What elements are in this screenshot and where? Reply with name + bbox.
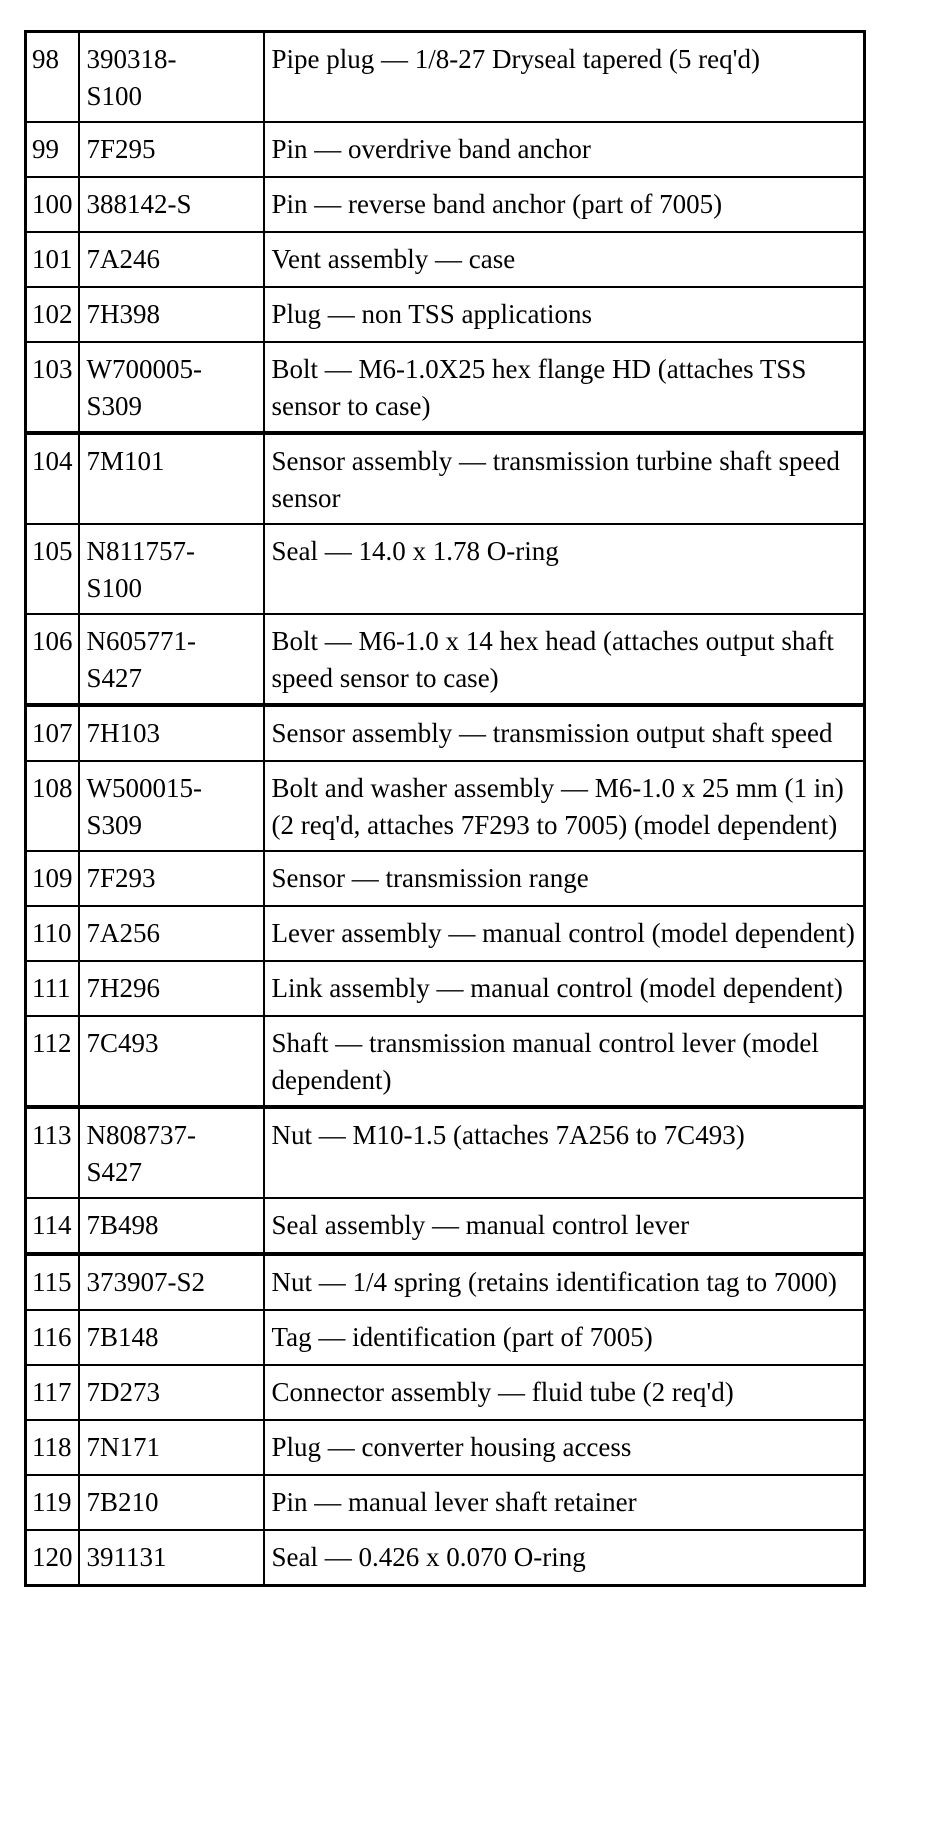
description-cell: Pin — manual lever shaft retainer <box>264 1475 865 1530</box>
ref-cell: 101 <box>26 232 79 287</box>
ref-cell: 119 <box>26 1475 79 1530</box>
part-number-cell: 7D273 <box>79 1365 264 1420</box>
ref-cell: 114 <box>26 1198 79 1254</box>
description-cell: Bolt and washer assembly — M6-1.0 x 25 mm (1 in) (2 req'd, attaches 7F293 to 7005) (model dependent) <box>264 761 865 851</box>
parts-table <box>24 30 866 1587</box>
part-number-cell: N605771- S427 <box>79 614 264 705</box>
part-number-cell: N811757- S100 <box>79 524 264 614</box>
part-number-cell: 390318- S100 <box>79 32 264 123</box>
ref-cell: 120 <box>26 1530 79 1586</box>
table-row <box>26 342 865 433</box>
table-row <box>26 705 865 761</box>
description-cell: Shaft — transmission manual control lever (model dependent) <box>264 1016 865 1107</box>
table-row <box>26 961 865 1016</box>
description-cell: Tag — identification (part of 7005) <box>264 1310 865 1365</box>
table-row <box>26 287 865 342</box>
ref-cell: 102 <box>26 287 79 342</box>
table-row <box>26 1016 865 1107</box>
description-cell: Plug — converter housing access <box>264 1420 865 1475</box>
part-number-cell: 7F295 <box>79 122 264 177</box>
description-cell: Bolt — M6-1.0 x 14 hex head (attaches output shaft speed sensor to case) <box>264 614 865 705</box>
part-number-cell: 7H296 <box>79 961 264 1016</box>
description-cell: Pin — reverse band anchor (part of 7005) <box>264 177 865 232</box>
part-number-cell: 7B148 <box>79 1310 264 1365</box>
part-number-cell: 7B210 <box>79 1475 264 1530</box>
table-row <box>26 232 865 287</box>
description-cell: Bolt — M6-1.0X25 hex flange HD (attaches TSS sensor to case) <box>264 342 865 433</box>
table-row <box>26 524 865 614</box>
ref-cell: 111 <box>26 961 79 1016</box>
ref-cell: 106 <box>26 614 79 705</box>
description-cell: Vent assembly — case <box>264 232 865 287</box>
table-row <box>26 177 865 232</box>
part-number-cell: 7A256 <box>79 906 264 961</box>
part-number-cell: 7H103 <box>79 705 264 761</box>
table-row <box>26 1310 865 1365</box>
part-number-cell: 7M101 <box>79 433 264 524</box>
table-row <box>26 433 865 524</box>
part-number-cell: 373907-S2 <box>79 1254 264 1310</box>
ref-cell: 118 <box>26 1420 79 1475</box>
description-cell: Seal — 0.426 x 0.070 O-ring <box>264 1530 865 1586</box>
description-cell: Nut — M10-1.5 (attaches 7A256 to 7C493) <box>264 1107 865 1198</box>
ref-cell: 100 <box>26 177 79 232</box>
part-number-cell: 388142-S <box>79 177 264 232</box>
part-number-cell: W500015- S309 <box>79 761 264 851</box>
table-row <box>26 1254 865 1310</box>
ref-cell: 98 <box>26 32 79 123</box>
description-cell: Sensor assembly — transmission output shaft speed <box>264 705 865 761</box>
description-cell: Seal — 14.0 x 1.78 O-ring <box>264 524 865 614</box>
part-number-cell: W700005- S309 <box>79 342 264 433</box>
part-number-cell: 7F293 <box>79 851 264 906</box>
part-number-cell: 391131 <box>79 1530 264 1586</box>
ref-cell: 115 <box>26 1254 79 1310</box>
ref-cell: 110 <box>26 906 79 961</box>
table-row <box>26 122 865 177</box>
table-row <box>26 851 865 906</box>
ref-cell: 104 <box>26 433 79 524</box>
ref-cell: 117 <box>26 1365 79 1420</box>
description-cell: Sensor — transmission range <box>264 851 865 906</box>
ref-cell: 113 <box>26 1107 79 1198</box>
description-cell: Lever assembly — manual control (model dependent) <box>264 906 865 961</box>
description-cell: Pin — overdrive band anchor <box>264 122 865 177</box>
description-cell: Pipe plug — 1/8-27 Dryseal tapered (5 req'd) <box>264 32 865 123</box>
part-number-cell: 7C493 <box>79 1016 264 1107</box>
part-number-cell: N808737- S427 <box>79 1107 264 1198</box>
ref-cell: 108 <box>26 761 79 851</box>
table-row <box>26 1365 865 1420</box>
description-cell: Nut — 1/4 spring (retains identification tag to 7000) <box>264 1254 865 1310</box>
table-row <box>26 1198 865 1254</box>
ref-cell: 109 <box>26 851 79 906</box>
ref-cell: 116 <box>26 1310 79 1365</box>
description-cell: Connector assembly — fluid tube (2 req'd) <box>264 1365 865 1420</box>
description-cell: Sensor assembly — transmission turbine shaft speed sensor <box>264 433 865 524</box>
description-cell: Plug — non TSS applications <box>264 287 865 342</box>
table-row <box>26 906 865 961</box>
part-number-cell: 7N171 <box>79 1420 264 1475</box>
description-cell: Link assembly — manual control (model dependent) <box>264 961 865 1016</box>
part-number-cell: 7B498 <box>79 1198 264 1254</box>
part-number-cell: 7H398 <box>79 287 264 342</box>
table-row <box>26 1420 865 1475</box>
description-cell: Seal assembly — manual control lever <box>264 1198 865 1254</box>
table-row <box>26 1107 865 1198</box>
part-number-cell: 7A246 <box>79 232 264 287</box>
table-row <box>26 1475 865 1530</box>
ref-cell: 103 <box>26 342 79 433</box>
table-row <box>26 761 865 851</box>
ref-cell: 107 <box>26 705 79 761</box>
ref-cell: 112 <box>26 1016 79 1107</box>
table-row <box>26 614 865 705</box>
ref-cell: 99 <box>26 122 79 177</box>
parts-table-body <box>26 32 865 1586</box>
ref-cell: 105 <box>26 524 79 614</box>
table-row <box>26 1530 865 1586</box>
table-row <box>26 32 865 123</box>
